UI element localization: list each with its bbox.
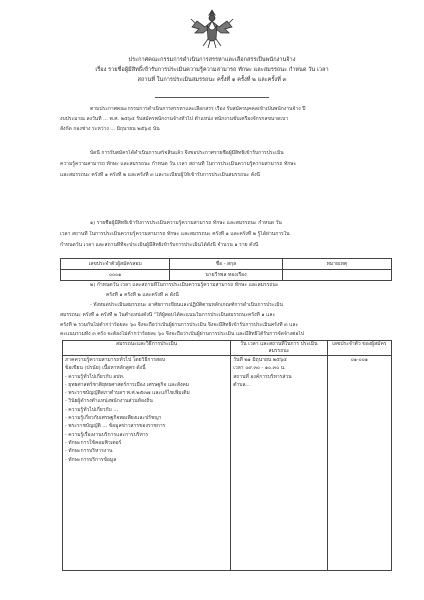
item3-line3: ครั้งที่ ๒ รวมกันไม่ต่ำกว่าร้อยละ ๖๐ จึงจะถือว่าเป็นผู้ผ่านการประเมิน จึงจะมีสิทธิ์เข้ารับการประเมินครั้งที่ ๓ และ	[60, 322, 299, 328]
schedule-place-2: ตำบล...	[233, 381, 251, 388]
document-subject-line2: สถานที่ ในการประเมินสมรรถนะ ครั้งที่ ๑ ครั้งที่ ๒ และครั้งที่ ๓	[137, 77, 287, 83]
para2-line3: และสมรรถนะ ครั้งที่ ๑ ครั้งที่ ๒ และครั้งที่ ๓ และระเบียบผู้ให้เข้ารับการประเมินสมรรถนะ ดังนี้	[60, 172, 260, 178]
header-separator	[155, 97, 269, 98]
criteria-item: - ความรู้ทั่วไปเกี่ยวกับ อปท.	[65, 373, 125, 380]
criteria-item: ภาคความรู้ความสามารถทั่วไป โดยวิธีการสอบ	[65, 357, 166, 363]
criteria-item: - วินัยผู้ดำรงตำแหน่งพนักงานส่วนท้องถิ่น	[65, 398, 153, 405]
item1-line3: กำหนดวัน เวลา และสถานที่ที่จะประเมินผู้มีสิทธิ์เข้ารับการประเมินได้ดังนี้ จำนวน ๑ ราย ดังนี้	[60, 242, 259, 248]
criteria-item: - ทักษะการบริหารงาน	[65, 448, 113, 455]
assessment-table	[62, 340, 392, 571]
schedule-cell	[231, 356, 327, 571]
item3-line1: - ทั้งหมดประเมินสมรรถนะ อาศัยการเขียนและปฏิบัติตามหลักเกณฑ์การดำเนินการประเมิน	[90, 302, 283, 308]
para2-line2: ความรู้ความสามารถ ทักษะ และสมรรถนะ กำหนด วัน เวลา สถานที่ ในการประเมินความรู้ความสามารถ ทักษะ	[60, 161, 297, 167]
criteria-item: ข้อเขียน (ปรนัย) เนื้อหาหลักสูตร ดังนี้	[65, 365, 146, 372]
schedule-place: สถานที่ องค์การบริหารส่วน	[233, 373, 292, 380]
criteria-item: - ความรู้ทั่วไปเกี่ยวกับ ...	[65, 406, 119, 413]
assessment-header-criteria: สมรรถนะและวิธีการประเมิน	[63, 341, 231, 356]
table-row	[61, 270, 392, 281]
candidate-name-cell: นายวีรพล ทองเรือง	[170, 270, 283, 281]
candidate-table	[60, 258, 392, 281]
candidate-id-cell: ๐๐๐๑	[61, 270, 170, 281]
table-row	[63, 356, 392, 571]
criteria-item: - ยุทธศาสตร์ชาติยุทธศาสตร์การเมือง เศรษฐกิจ และสังคม	[65, 381, 190, 388]
item3-line4: คะแนนรวมทั้ง ๓ ครั้ง จะต้องไม่ต่ำกว่าร้อยละ ๖๐ จึงจะถือว่าเป็นผู้ผ่านการประเมิน และมีสิทธิ์ได้รับการจัดจ้างต่อไป	[60, 331, 305, 337]
criteria-item: - ทักษะการใช้คอมพิวเตอร์	[65, 439, 122, 446]
item1-line2: เวลา สถานที่ ในการประเมินความรู้ความสามารถ ทักษะ และสมรรถนะ ครั้งที่ ๑ และครั้งที่ ๒ รู้ได้ผ่านการใน	[60, 231, 290, 237]
criteria-cell	[63, 356, 231, 571]
criteria-item: - ทักษะการบริการข้อมูล	[65, 456, 117, 463]
item2-line1: ๒) กำหนดวัน เวลา และสถานที่ในการประเมินความรู้ความสามารถ ทักษะ และสมรรถนะ	[90, 282, 279, 288]
para1-line3: สังกัด กองช่าง ระหว่าง ... มิถุนายน ๒๕๖๔ นั้น	[60, 126, 160, 132]
item1-line1: ๑) รายชื่อผู้มีสิทธิ์เข้ารับการประเมินความรู้ความสามารถ ทักษะ และสมรรถนะ กำหนด วัน	[90, 220, 282, 226]
item3-line2: สมรรถนะ ครั้งที่ ๑ ครั้งที่ ๒ ในตำแหน่งดังนี้ "ให้ผู้สอบได้คะแนนในการประเมินสมรรถนะครั้งที่ ๑ และ	[60, 312, 276, 318]
candidate-table-header-name: ชื่อ - สกุล	[170, 259, 283, 270]
assessment-header-schedule: วัน เวลา และสถานที่ในการ ประเมินสมรรถนะ	[231, 341, 327, 356]
document-title: ประกาศคณะกรรมการดำเนินการสรรหาและเลือกสรรเป็นพนักงานจ้าง	[128, 57, 296, 63]
criteria-item: - พระราชบัญญัติ ... ข้อมูลข่าวสารของราชการ	[65, 423, 166, 430]
document-subject: เรื่อง รายชื่อผู้มีสิทธิ์เข้ารับการประเมินความรู้ความสามารถ ทักษะ และสมรรถนะ กำหนด วัน เวลา	[95, 67, 329, 73]
para1-line2: งบประมาณ ลงวันที่ ... พ.ศ. ๒๕๖๔ รับสมัครพนักงานจ้างทั่วไป ตำแหน่ง พนักงานขับเครื่องจักรกลขนาดเบา	[60, 116, 289, 122]
candidate-note-cell	[282, 270, 391, 281]
item2-line2: ครั้งที่ ๑ ครั้งที่ ๒ และครั้งที่ ๓ ดังนี้	[106, 292, 179, 298]
criteria-item: - พระราชบัญญัติสภาตำบลฯ พ.ศ.๒๕๓๗ และแก้ไขเพิ่มเติม	[65, 390, 190, 397]
criteria-item: - ความรู้เกี่ยวกับเศรษฐกิจพอเพียงและปรัชญา	[65, 415, 162, 422]
assessment-header-candidate-no: เลขประจำตัว ของผู้สมัคร	[327, 341, 391, 356]
criteria-item: - ความรู้เรื่องงานบริการและการบริหาร	[65, 431, 149, 438]
para2-line1: บัดนี้ การรับสมัครได้ดำเนินการเสร็จสิ้นแล้ว จึงขอประกาศรายชื่อผู้มีสิทธิ์เข้ารับการประเมิน	[90, 150, 284, 156]
candidate-table-header-id: เลขประจำตัวผู้สมัครสอบ	[61, 259, 170, 270]
schedule-date: วันที่ ๒๑ มิถุนายน ๒๕๖๔	[233, 357, 287, 363]
candidate-table-header-note: หมายเหตุ	[282, 259, 391, 270]
schedule-time: เวลา ๐๙.๓๐ - ๑๐.๓๐ น.	[233, 365, 286, 372]
candidate-no-cell: ๐๑-๐๐๑	[327, 356, 391, 571]
para1-line1: ตามประกาศคณะกรรมการดำเนินการสรรหาและเลือกสรร เรื่อง รับสมัครบุคคลเข้าเป็นพนักงานจ้าง ปี	[90, 106, 306, 112]
garuda-emblem-icon	[189, 5, 235, 51]
